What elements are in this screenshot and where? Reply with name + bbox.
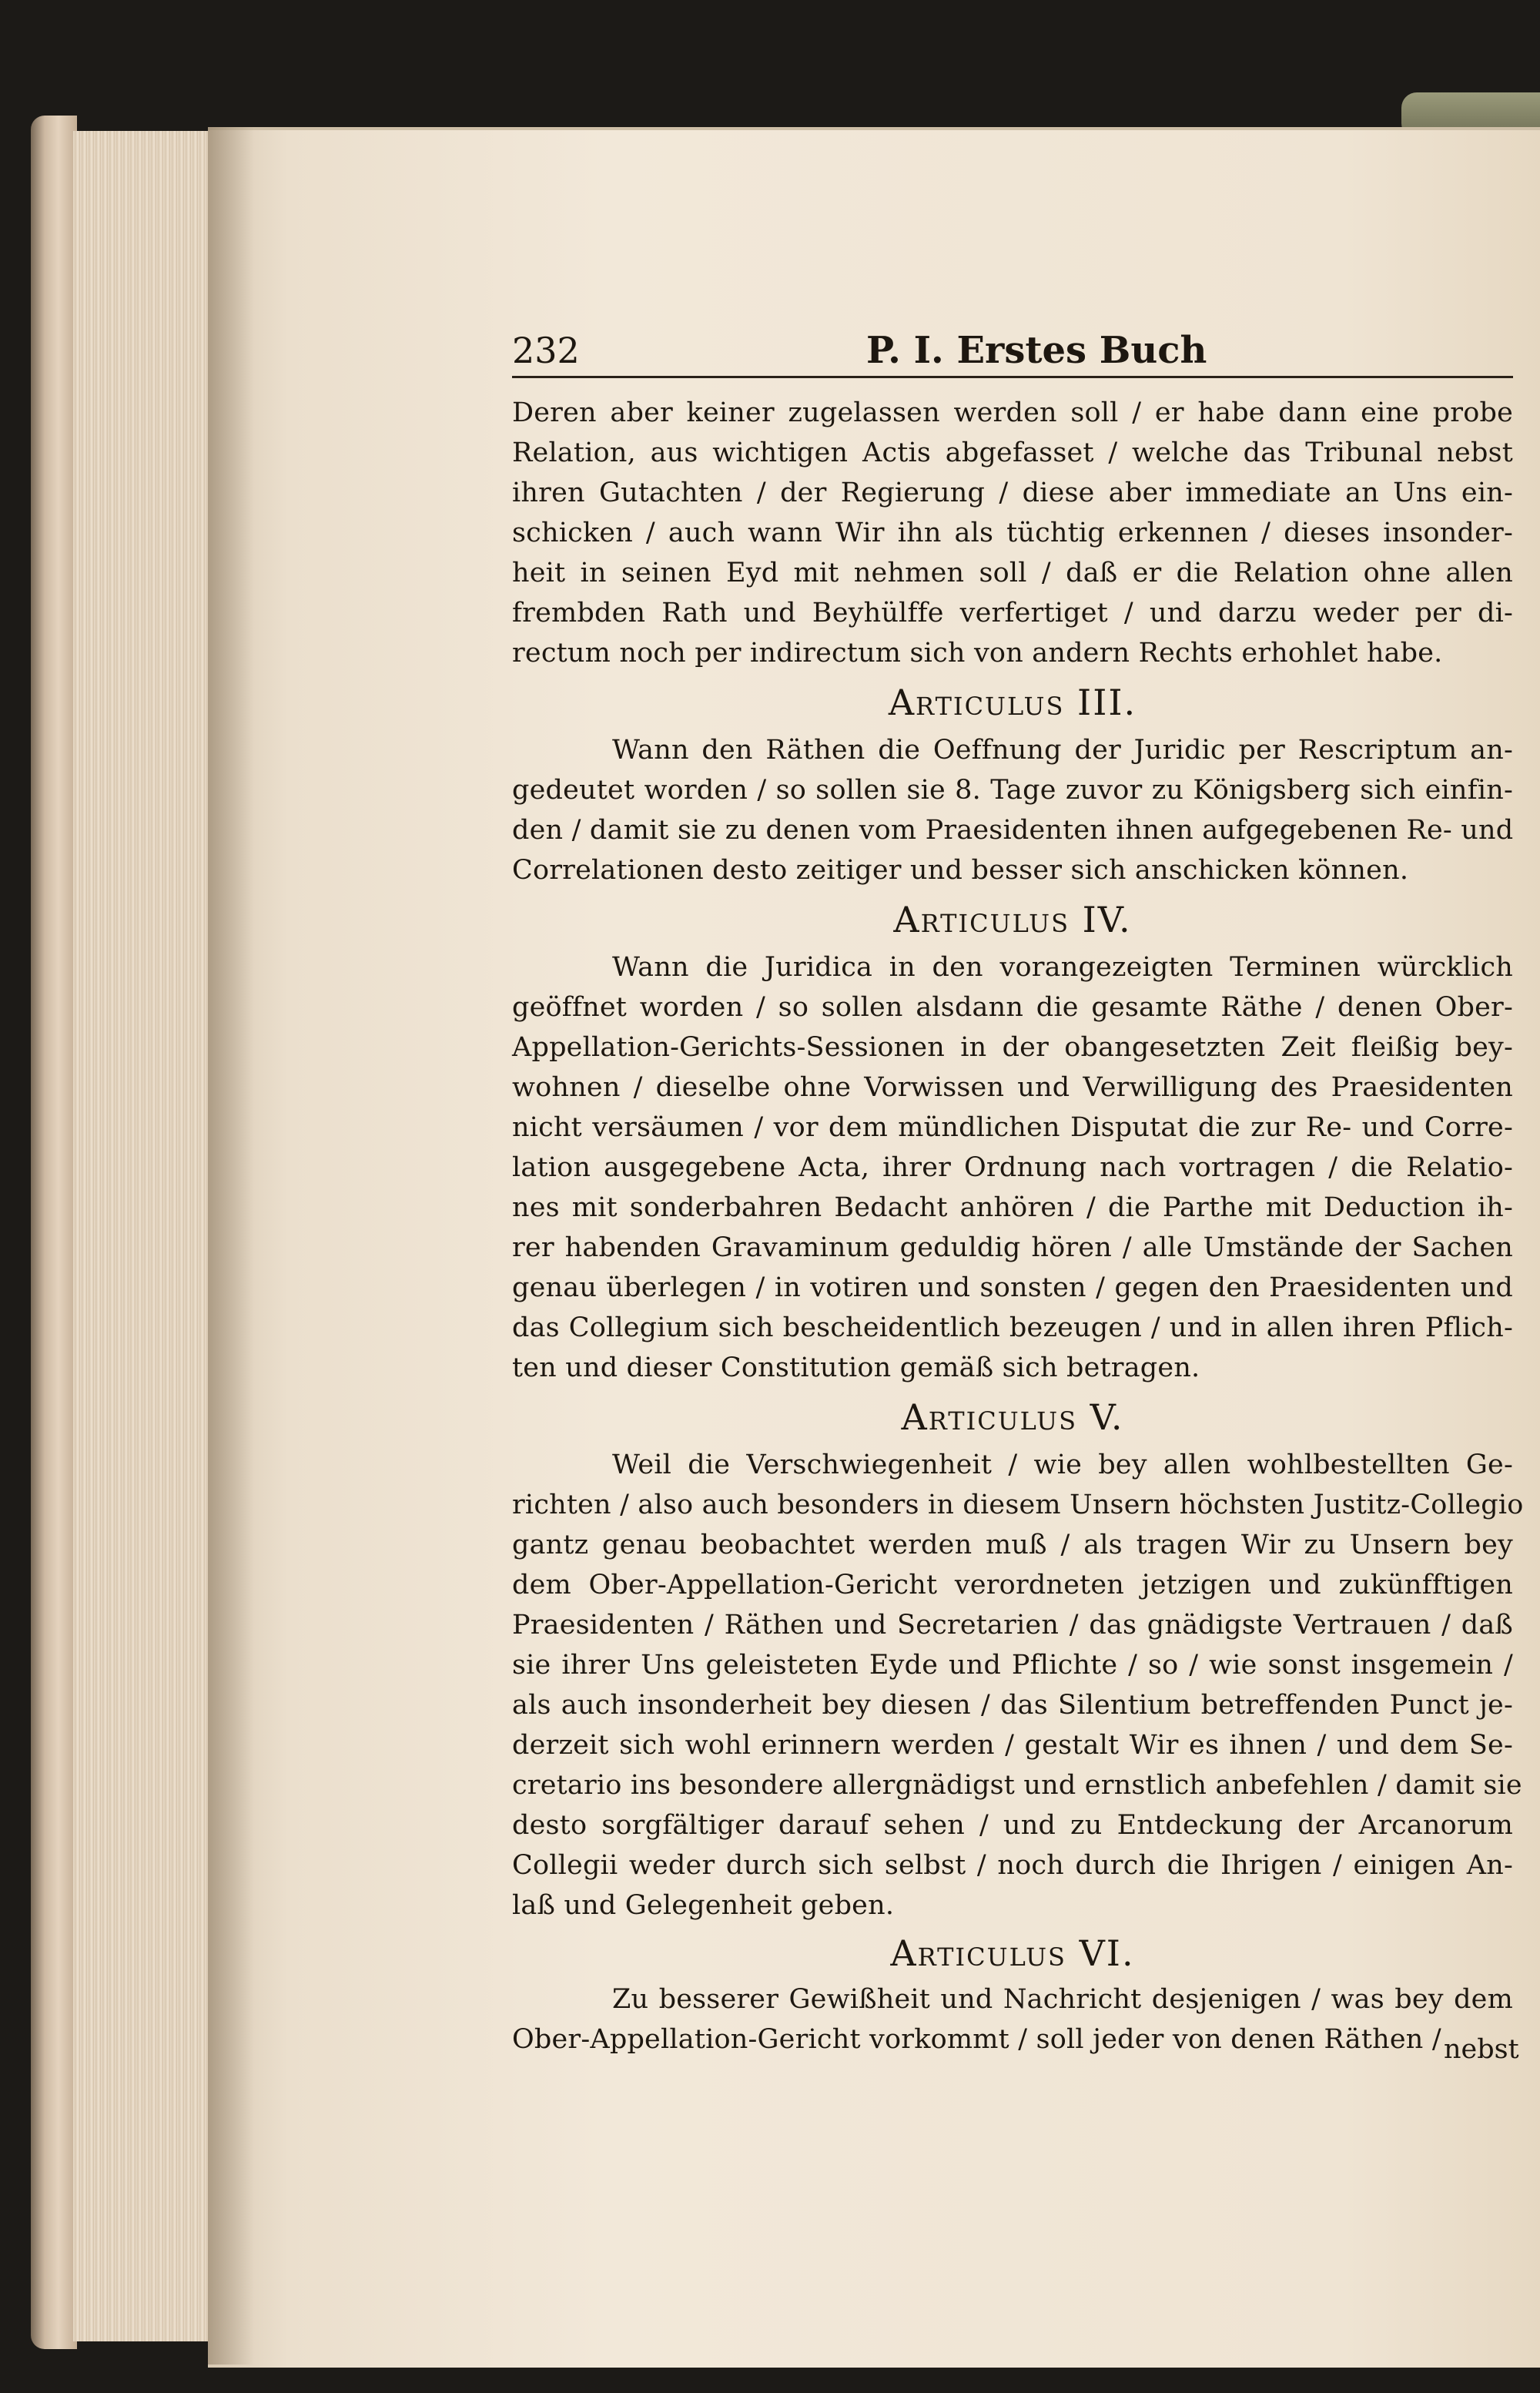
text-line: als auch insonderheit bey diesen / das Silentium betreffenden Punct je- bbox=[512, 1690, 1513, 1721]
text-line: schicken / auch wann Wir ihn als tüchtig erkennen / dieses insonder- bbox=[512, 518, 1513, 548]
running-title: P. I. Erstes Buch bbox=[866, 329, 1207, 372]
text-line: rectum noch per indirectum sich von andern Rechts erhohlet habe. bbox=[512, 638, 1443, 669]
text-line: Praesidenten / Räthen und Secretarien / das gnädigste Vertrauen / daß bbox=[512, 1610, 1513, 1641]
text-line: gantz genau beobachtet werden muß / als tragen Wir zu Unsern bey bbox=[512, 1530, 1513, 1560]
text-line: rer habenden Gravaminum geduldig hören / alle Umstände der Sachen bbox=[512, 1232, 1513, 1263]
text-line: Deren aber keiner zugelassen werden soll / er habe dann eine probe bbox=[512, 397, 1513, 428]
text-line: Relation, aus wichtigen Actis abgefasset / welche das Tribunal nebst bbox=[512, 437, 1513, 468]
text-line: ten und dieser Constitution gemäß sich betragen. bbox=[512, 1352, 1200, 1383]
text-line: ihren Gutachten / der Regierung / diese aber immediate an Uns ein- bbox=[512, 478, 1513, 508]
gutter-shadow bbox=[208, 127, 254, 2365]
text-line: sie ihrer Uns geleisteten Eyde und Pflichte / so / wie sonst insgemein / bbox=[512, 1650, 1513, 1681]
text-line: heit in seinen Eyd mit nehmen soll / daß er die Relation ohne allen bbox=[512, 558, 1513, 588]
text-line: genau überlegen / in votiren und sonsten / gegen den Praesidenten und bbox=[512, 1272, 1513, 1303]
section-heading: Articulus III. bbox=[888, 682, 1137, 723]
text-line: Appellation-Gerichts-Sessionen in der obangesetzten Zeit fleißig bey- bbox=[512, 1032, 1513, 1063]
text-line: Collegii weder durch sich selbst / noch durch die Ihrigen / einigen An- bbox=[512, 1850, 1513, 1881]
head-rule bbox=[512, 376, 1513, 378]
text-line: Weil die Verschwiegenheit / wie bey allen wohlbestellten Ge- bbox=[612, 1450, 1513, 1480]
text-line: derzeit sich wohl erinnern werden / gestalt Wir es ihnen / und dem Se- bbox=[512, 1730, 1513, 1761]
section-heading: Articulus VI. bbox=[890, 1932, 1135, 1974]
catchword: nebst bbox=[1444, 2034, 1519, 2065]
text-block bbox=[512, 323, 1524, 2095]
text-line: richten / also auch besonders in diesem Unsern höchsten Justitz-Collegio bbox=[512, 1490, 1524, 1520]
text-line: nicht versäumen / vor dem mündlichen Disputat die zur Re- und Corre- bbox=[512, 1112, 1513, 1143]
page-stack-edges bbox=[73, 131, 227, 2341]
text-line: frembden Rath und Beyhülffe verfertiget / und darzu weder per di- bbox=[512, 598, 1513, 628]
text-line: dem Ober-Appellation-Gericht verordneten jetzigen und zukünfftigen bbox=[512, 1570, 1513, 1600]
text-line: Correlationen desto zeitiger und besser sich anschicken können. bbox=[512, 855, 1409, 886]
text-line: laß und Gelegenheit geben. bbox=[512, 1890, 895, 1921]
section-heading: Articulus V. bbox=[901, 1396, 1124, 1438]
text-line: Wann den Räthen die Oeffnung der Juridic per Rescriptum an- bbox=[612, 735, 1513, 766]
text-line: cretario ins besondere allergnädigst und ernstlich anbefehlen / damit sie bbox=[512, 1770, 1522, 1801]
section-heading: Articulus IV. bbox=[893, 899, 1132, 940]
book-spine-edge bbox=[31, 116, 77, 2349]
text-line: desto sorgfältiger darauf sehen / und zu Entdeckung der Arcanorum bbox=[512, 1810, 1513, 1841]
text-line: geöffnet worden / so sollen alsdann die gesamte Räthe / denen Ober- bbox=[512, 992, 1513, 1023]
text-line: Zu besserer Gewißheit und Nachricht desjenigen / was bey dem bbox=[612, 1984, 1513, 2015]
text-line: Wann die Juridica in den vorangezeigten Terminen würcklich bbox=[612, 952, 1513, 983]
text-line: nes mit sonderbahren Bedacht anhören / die Parthe mit Deduction ih- bbox=[512, 1192, 1513, 1223]
text-line: wohnen / dieselbe ohne Vorwissen und Verwilligung des Praesidenten bbox=[512, 1072, 1513, 1103]
running-head bbox=[512, 323, 1513, 377]
text-line: Ober-Appellation-Gericht vorkommt / soll jeder von denen Räthen / bbox=[512, 2024, 1441, 2055]
text-line: den / damit sie zu denen vom Praesidenten ihnen aufgegebenen Re- und bbox=[512, 815, 1514, 846]
page-number: 232 bbox=[512, 330, 580, 371]
text-line: lation ausgegebene Acta, ihrer Ordnung nach vortragen / die Relatio- bbox=[512, 1152, 1513, 1183]
text-line: das Collegium sich bescheidentlich bezeugen / und in allen ihren Pflich- bbox=[512, 1312, 1513, 1343]
text-line: gedeutet worden / so sollen sie 8. Tage zuvor zu Königsberg sich einfin- bbox=[512, 775, 1513, 806]
